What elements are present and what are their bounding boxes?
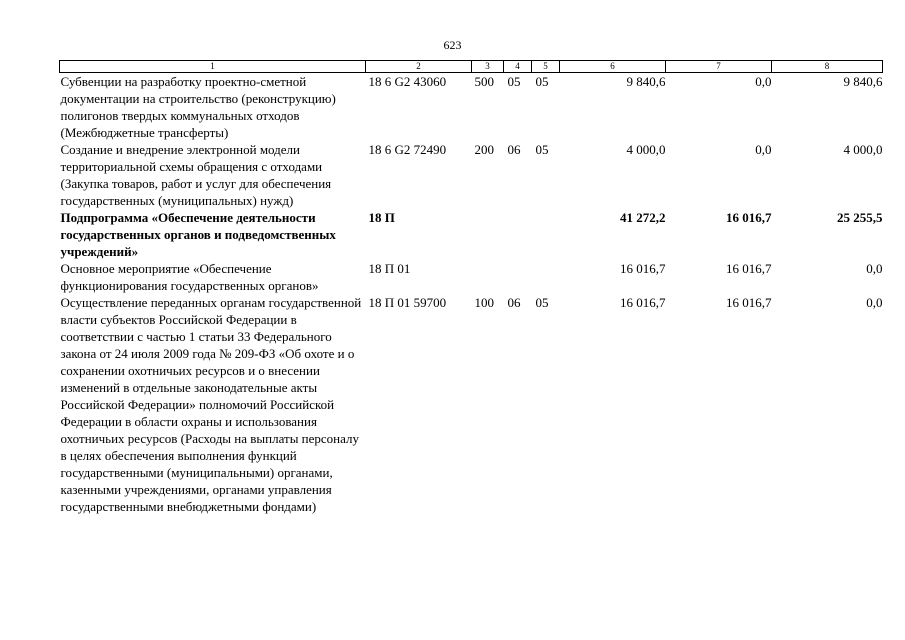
row-rz [504,209,532,260]
row-value-7: 0,0 [755,142,772,157]
column-header-8: 8 [772,61,883,73]
row-name: Основное мероприятие «Обеспечение функционирования государственных органов» [60,261,319,293]
page-number: 623 [443,38,462,52]
row-rz: 06 [507,295,521,310]
row-code: 18 6 G2 72490 [368,142,447,157]
row-pr: 05 [535,142,549,157]
row-name: Осуществление переданных органам государственной власти субъектов Российской Федерации в соответствии с частью 1 статьи 33 Федерального закона от 24 июля 2009 года № 209-ФЗ «Об охоте и о сохранении охотничьих ресурсов и о внесении изменений в отдельные законодательные акты Российской Федерации» полномочий Российской Федерации в области охраны и использования охотничьих ресурсов (Расходы на выплаты персоналу в целях обеспечения выполнения функций государственными (муниципальными) органами, казенными учреждениями, органами управления государственными внебюджетными фондами) [60,295,362,514]
row-code: 18 П [368,210,395,225]
row-pr: 05 [535,74,549,89]
column-header-5: 5 [532,61,560,73]
row-vr: 100 [474,295,494,310]
table-header [60,61,883,73]
row-value-8: 4 000,0 [843,142,883,157]
table-row [60,260,883,294]
row-code: 18 П 01 59700 [368,295,447,310]
row-value-8: 0,0 [866,261,883,276]
row-code: 18 6 G2 43060 [368,74,447,89]
row-vr: 500 [474,74,494,89]
row-pr [532,209,560,260]
row-value-6: 16 016,7 [620,261,666,276]
column-header-3: 3 [472,61,504,73]
row-vr [472,260,504,294]
column-header-2: 2 [366,61,472,73]
table-row [60,141,883,209]
row-value-7: 16 016,7 [726,261,772,276]
row-name: Создание и внедрение электронной модели территориальной схемы обращения с отходами (Закупка товаров, работ и услуг для обеспечения государственных (муниципальных) нужд) [60,142,332,208]
row-value-7: 0,0 [755,74,772,89]
row-value-6: 4 000,0 [626,142,666,157]
column-header-1: 1 [60,61,366,73]
row-pr: 05 [535,295,549,310]
row-value-6: 16 016,7 [620,295,666,310]
row-vr [472,209,504,260]
row-rz: 05 [507,74,521,89]
table-row [60,73,883,142]
table-row [60,294,883,515]
row-name: Субвенции на разработку проектно-сметной документации на строительство (реконструкцию) полигонов твердых коммунальных отходов (Межбюджетные трансферты) [60,74,336,140]
row-code: 18 П 01 [368,261,411,276]
row-vr: 200 [474,142,494,157]
row-rz [504,260,532,294]
budget-table [59,60,883,515]
row-rz: 06 [507,142,521,157]
table-body [60,73,883,516]
row-name: Подпрограмма «Обеспечение деятельности государственных органов и подведомственных учреждений» [60,210,336,259]
row-value-8: 0,0 [866,295,883,310]
row-value-6: 9 840,6 [626,74,666,89]
table-row-subprogram [60,209,883,260]
row-value-8: 25 255,5 [837,210,883,225]
row-value-7: 16 016,7 [726,295,772,310]
column-header-7: 7 [666,61,772,73]
row-value-7: 16 016,7 [726,210,772,225]
column-header-4: 4 [504,61,532,73]
row-pr [532,260,560,294]
column-header-6: 6 [560,61,666,73]
row-value-6: 41 272,2 [620,210,666,225]
row-value-8: 9 840,6 [843,74,883,89]
